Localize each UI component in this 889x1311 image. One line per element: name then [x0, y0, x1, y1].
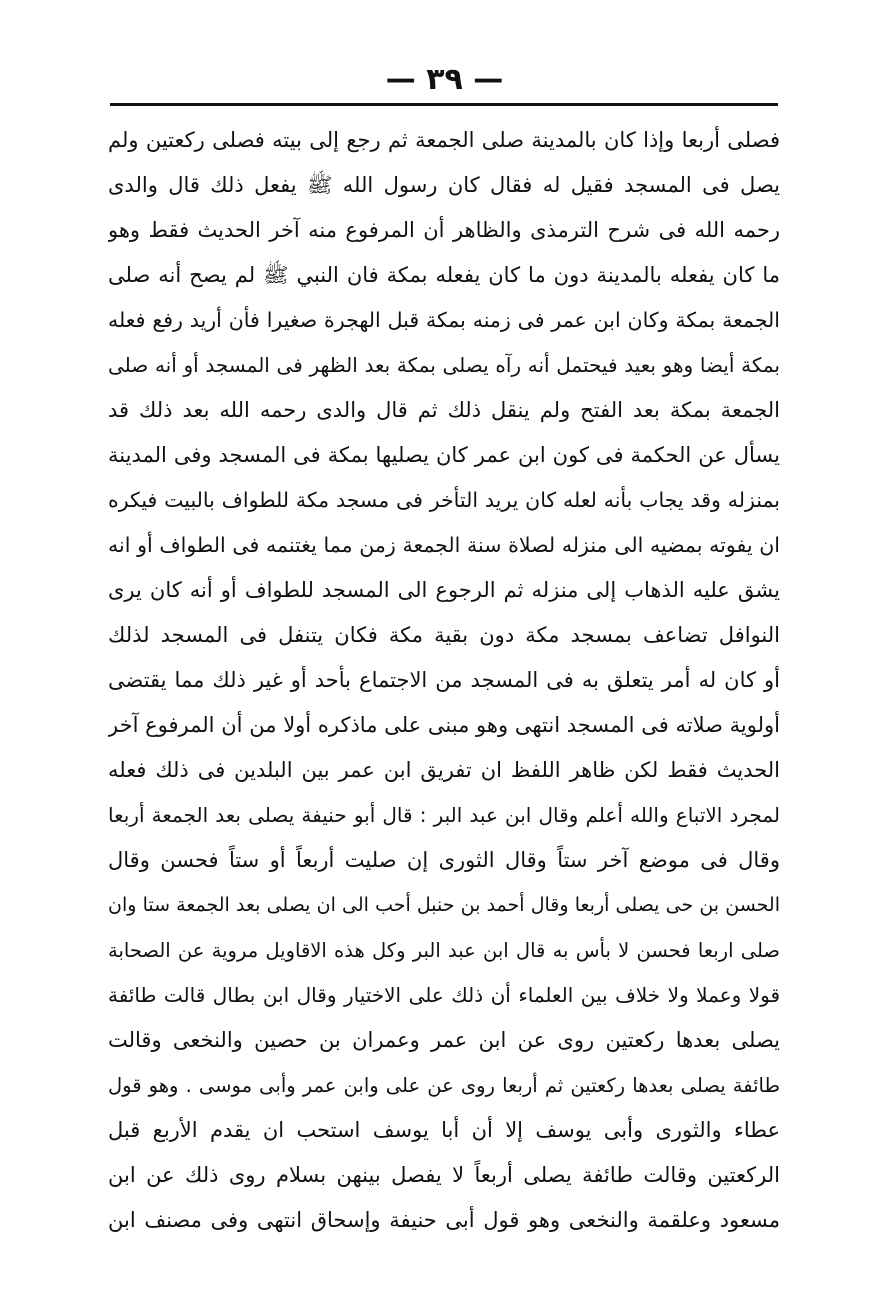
text-line: رحمه الله فى شرح الترمذى والظاهر أن المرفوع منه آخر الحديث فقط وهو [108, 218, 780, 242]
text-line: أولوية صلاته فى المسجد انتهى وهو مبنى على ماذكره أولا من أن المرفوع آخر [108, 713, 780, 737]
text-line: لمجرد الاتباع والله أعلم وقال ابن عبد البر : قال أبو حنيفة يصلى بعد الجمعة أربعا [108, 803, 780, 827]
text-line: ان يفوته بمضيه الى منزله لصلاة سنة الجمعة زمن مما يغتنمه فى الطواف أو انه [108, 533, 780, 557]
body-text [108, 118, 780, 1243]
text-line: بمنزله وقد يجاب بأنه لعله كان يريد التأخر فى مسجد مكة للطواف بالبيت فيكره [108, 488, 780, 512]
header-rule [110, 103, 778, 106]
text-line: أو كان له أمر يتعلق به فى المسجد من الاجتماع بأحد أو غير ذلك مما يقتضى [108, 668, 780, 692]
text-line: عطاء والثورى وأبى يوسف إلا أن أبا يوسف استحب ان يقدم الأربع قبل [108, 1118, 780, 1142]
text-line: يشق عليه الذهاب إلى منزله ثم الرجوع الى المسجد للطواف أو أنه كان يرى [108, 578, 780, 602]
text-line: يصل فى المسجد فقيل له فقال كان رسول الله ﷺ يفعل ذلك قال والدى [108, 173, 780, 197]
text-line: وقال فى موضع آخر ستاً وقال الثورى إن صليت أربعاً أو ستاً فحسن وقال [108, 848, 780, 872]
text-line: فصلى أربعا وإذا كان بالمدينة صلى الجمعة ثم رجع إلى بيته فصلى ركعتين ولم [108, 128, 780, 152]
text-line: ما كان يفعله بالمدينة دون ما كان يفعله بمكة فان النبي ﷺ لم يصح أنه صلى [108, 263, 780, 287]
text-line: الجمعة بمكة بعد الفتح ولم ينقل ذلك ثم قال والدى رحمه الله بعد ذلك قد [108, 398, 780, 422]
text-line: الجمعة بمكة وكان ابن عمر فى زمنه بمكة قبل الهجرة صغيرا فأن أريد رفع فعله [108, 308, 780, 332]
text-line: صلى اربعا فحسن لا بأس به قال ابن عبد البر وكل هذه الاقاويل مروية عن الصحابة [108, 939, 780, 962]
text-line: النوافل تضاعف بمسجد مكة دون بقية مكة فكان يتنفل فى المسجد لذلك [108, 623, 780, 647]
text-line: الحسن بن حى يصلى أربعا وقال أحمد بن حنبل أحب الى ان يصلى بعد الجمعة ستا وان [108, 894, 780, 916]
text-line: يصلى بعدها ركعتين روى عن ابن عمر وعمران بن حصين والنخعى وقالت [108, 1028, 780, 1052]
text-line: طائفة يصلى بعدها ركعتين ثم أربعا روى عن على وابن عمر وأبى موسى . وهو قول [108, 1074, 780, 1097]
text-line: الركعتين وقالت طائفة يصلى أربعاً لا يفصل بينهن بسلام روى ذلك عن ابن [108, 1163, 780, 1187]
text-line: بمكة أيضا وهو بعيد فيحتمل أنه رآه يصلى بمكة بعد الظهر فى المسجد أو أنه صلى [108, 353, 780, 377]
text-line: الحديث فقط لكن ظاهر اللفظ ان تفريق ابن عمر بين البلدين فى ذلك فعله [108, 758, 780, 782]
text-line: قولا وعملا ولا خلاف بين العلماء أن ذلك على الاختيار وقال ابن بطال قالت طائفة [108, 983, 780, 1007]
text-line: مسعود وعلقمة والنخعى وهو قول أبى حنيفة وإسحاق انتهى وفى مصنف ابن [108, 1208, 780, 1232]
page-number: — ٣٩ — [385, 62, 504, 97]
text-line: يسأل عن الحكمة فى كون ابن عمر كان يصليها بمكة فى المسجد وفى المدينة [108, 443, 780, 467]
